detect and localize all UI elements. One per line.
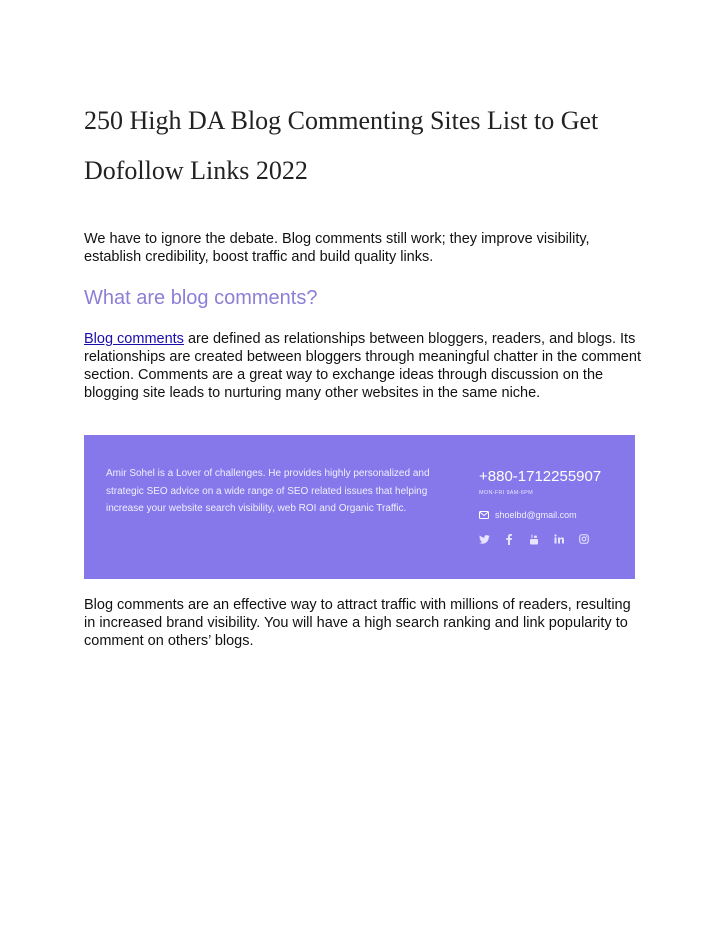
section-heading: What are blog comments? [84, 287, 318, 309]
page-title: 250 High DA Blog Commenting Sites List to Get Dofollow Links 2022 [84, 106, 599, 185]
closing-paragraph: Blog comments are an effective way to attract traffic with millions of readers, resulting in increased brand visibility. You will have a high search ranking and link popularity to comment on others’ blogs. [84, 597, 631, 649]
author-bio: Amir Sohel is a Lover of challenges. He provides highly personalized and strategic SEO advice on a wide range of SEO related issues that helping increase your website search visibility, web ROI and Organic Traffic. [106, 468, 430, 514]
blog-comments-link[interactable]: Blog comments [84, 331, 184, 347]
author-banner [84, 435, 635, 579]
definition-text: are defined as relationships between bloggers, readers, and blogs. Its relationships are created between bloggers through meaningful chatter in the comment section. Comments are a great way to exchange ideas through discussion on the blogging site leads to nurturing many other websites in the same niche. [84, 331, 641, 401]
definition-paragraph [84, 330, 644, 402]
email-address: shoelbd@gmail.com [495, 510, 577, 520]
intro-paragraph: We have to ignore the debate. Blog comments still work; they improve visibility, establish credibility, boost traffic and build quality links. [84, 231, 590, 265]
social-links [478, 533, 590, 545]
linkedin-icon[interactable] [553, 533, 565, 545]
facebook-icon[interactable] [503, 533, 515, 545]
twitter-icon[interactable] [478, 533, 490, 545]
mail-icon [479, 506, 489, 524]
business-hours: MON-FRI 9AM-6PM [479, 490, 533, 496]
instagram-icon[interactable] [578, 533, 590, 545]
phone-number[interactable]: +880-1712255907 [479, 468, 602, 485]
youtube-icon[interactable] [528, 533, 540, 545]
email-row[interactable] [479, 506, 577, 524]
